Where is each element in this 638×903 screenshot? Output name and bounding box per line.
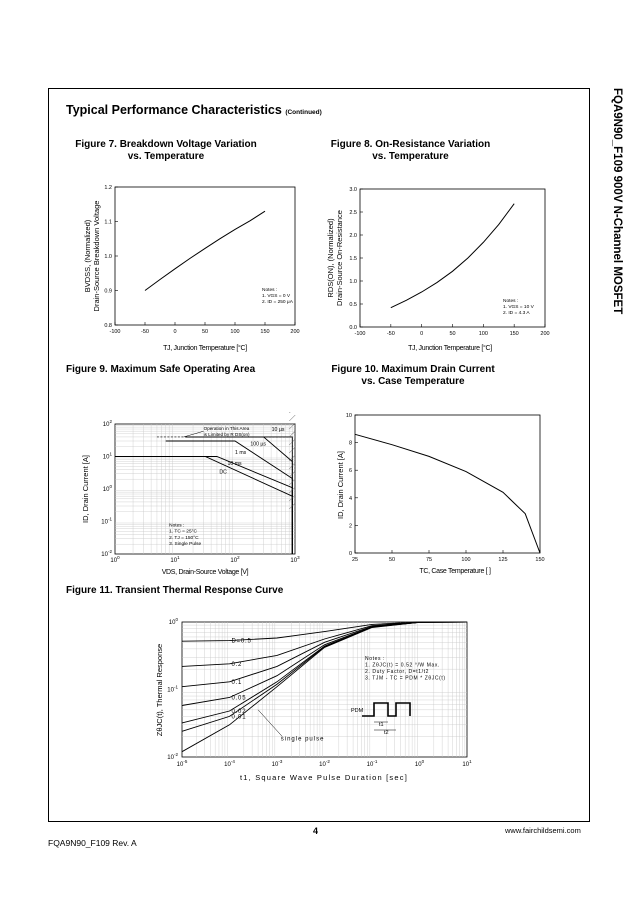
figure-8-title — [323, 139, 498, 163]
tick-group — [346, 413, 545, 563]
y-tick-label: 3.0 — [349, 187, 357, 193]
x-tick-label: $10^{-5}$ — [176, 759, 188, 768]
series-group — [355, 434, 540, 553]
y-tick-label: $10^0$ — [102, 484, 112, 493]
note-line: 1. VGS = 0 V — [262, 294, 291, 299]
x-tick-label: -100 — [109, 329, 121, 335]
pdm-label: PDM — [351, 708, 364, 714]
note-line: 1. VGS = 10 V — [503, 305, 534, 310]
series-line — [145, 211, 265, 290]
side-title-text: FQA9N90_F109 900V N-Channel MOSFET — [611, 88, 623, 315]
x-tick-label: $10^{-3}$ — [271, 759, 283, 768]
x-tick-label: 100 — [478, 331, 488, 337]
section-title-text: Typical Performance Characteristics — [66, 103, 282, 117]
pulse-waveform — [362, 703, 410, 716]
y-tick-label: 0.5 — [349, 302, 357, 308]
figure-7-chart — [70, 178, 310, 358]
figure-8-title-line1: Figure 8. On-Resistance Variation — [330, 139, 491, 150]
x-axis-label: TC, Case Temperature [ ] — [419, 568, 491, 575]
figure-10-title-line2: vs. Case Temperature — [361, 376, 465, 387]
grid-group — [115, 424, 295, 554]
y-tick-label: 2 — [348, 523, 352, 530]
note-line: Notes : — [169, 523, 185, 529]
x-tick-label: 25 — [351, 557, 359, 563]
annotation-arrow — [184, 431, 204, 437]
figure-11-chart — [150, 612, 475, 794]
figure-8-title-line2: vs. Temperature — [372, 151, 449, 162]
y-axis-label: ID, Drain Current [A] — [336, 451, 345, 519]
tick-group — [104, 185, 299, 335]
x-tick-label: 75 — [425, 557, 433, 563]
series-label: 100 µs — [250, 441, 267, 448]
figure-10-title — [323, 364, 503, 388]
x-axis-label: TJ, Junction Temperature [°C] — [408, 345, 492, 352]
section-title-suffix: (Continued) — [285, 109, 322, 116]
x-axis-label: TJ, Junction Temperature [°C] — [163, 345, 247, 352]
figure-10-title-line1: Figure 10. Maximum Drain Current — [331, 364, 495, 375]
y-tick-label: $10^2$ — [102, 419, 112, 428]
note-line: 2. Duty Factor, D=t1/t2 — [365, 669, 429, 675]
x-tick-label: 125 — [498, 557, 508, 563]
t1-label: t1 — [379, 722, 384, 728]
y-tick-label: 1.2 — [104, 185, 112, 191]
x-tick-label: $10^{-2}$ — [319, 759, 330, 768]
hatch-mark — [289, 412, 295, 413]
figure-7-title — [66, 139, 266, 163]
plot-area — [355, 415, 540, 553]
pulse-diagram — [351, 703, 410, 736]
y-tick-label: 6 — [348, 468, 352, 475]
series-label: 10 µs — [271, 427, 285, 434]
x-tick-label: -50 — [386, 331, 395, 337]
figure-8-chart — [325, 178, 565, 358]
y-tick-label: 0.9 — [104, 288, 112, 295]
website-link[interactable]: www.fairchildsemi.com — [505, 826, 581, 835]
y-tick-label: 4 — [348, 495, 352, 502]
x-tick-label: $10^2$ — [230, 555, 240, 564]
y-axis-label-line2: Drain-Source Breakdown Voltage — [92, 200, 101, 312]
note-line: 3. TJM - TC = PDM * ZθJC(t) — [365, 675, 446, 682]
series-label: DC — [219, 469, 227, 476]
figure-9-chart — [70, 412, 310, 582]
figure-9-title-line1: Figure 9. Maximum Safe Operating Area — [66, 364, 256, 375]
notes-group — [231, 639, 445, 743]
y-axis-label-line1: RDS(ON), (Normalized) — [326, 218, 335, 298]
y-tick-label: 0.0 — [349, 325, 357, 331]
y-tick-label: 1.5 — [349, 256, 357, 262]
note-line: Notes : — [503, 299, 519, 304]
t2-label: t2 — [384, 730, 389, 736]
y-tick-label: 1.0 — [349, 279, 357, 285]
figure-10-chart — [325, 405, 565, 580]
y-tick-label: 8 — [348, 440, 352, 447]
x-tick-label: 150 — [509, 331, 519, 337]
x-tick-label: 150 — [260, 329, 270, 335]
y-tick-label: 2.0 — [349, 233, 357, 239]
x-tick-label: 50 — [201, 329, 209, 335]
y-tick-label: $10^{-1}$ — [101, 516, 112, 526]
x-tick-label: $10^1$ — [170, 555, 180, 564]
note-line: 1. TC = 25°C — [169, 529, 198, 535]
series-label: 10 ms — [227, 460, 242, 467]
y-tick-label: 0 — [348, 551, 352, 557]
section-title — [66, 103, 322, 117]
figure-9-title — [66, 364, 255, 376]
series-group — [145, 211, 265, 290]
notes-group — [503, 298, 535, 316]
note-line: 2. ID = 4.3 A — [503, 311, 530, 316]
y-tick-label: $10^{-2}$ — [101, 549, 112, 558]
note-line: 2. TJ = 150°C — [169, 535, 199, 541]
figure-11-title — [66, 585, 283, 597]
x-tick-label: $10^{-1}$ — [366, 759, 378, 768]
x-tick-label: $10^1$ — [462, 759, 472, 768]
x-tick-label: 200 — [540, 331, 550, 337]
y-tick-label: 2.5 — [349, 210, 357, 216]
x-tick-label: 0 — [420, 331, 424, 337]
duty-label: 0.01 — [231, 714, 247, 721]
x-tick-label: $10^3$ — [290, 555, 300, 564]
x-tick-label: 100 — [461, 557, 471, 563]
annotation-line: Operation in This Area — [203, 426, 250, 431]
x-axis-label: t1, Square Wave Pulse Duration [sec] — [240, 773, 408, 782]
duty-label: D=0.5 — [231, 638, 252, 645]
y-tick-label: 1.1 — [104, 219, 112, 226]
y-tick-label: 10 — [345, 413, 352, 419]
side-title — [601, 88, 631, 388]
duty-label: 0.1 — [231, 679, 243, 686]
page-number: 4 — [313, 826, 319, 836]
x-tick-label: 50 — [449, 331, 456, 337]
y-tick-label: $10^0$ — [168, 617, 178, 626]
note-line: 2. ID = 250 μA — [262, 300, 293, 305]
annotation-line: is Limited by R DS(on) — [203, 432, 250, 437]
y-tick-label: $10^1$ — [102, 451, 112, 461]
duty-label: 0.2 — [231, 661, 243, 668]
x-tick-label: -100 — [354, 331, 366, 337]
single-pulse-pointer — [258, 710, 282, 737]
x-tick-label: 150 — [535, 557, 545, 563]
notes-group — [262, 287, 294, 305]
hatch-mark — [289, 415, 295, 421]
note-line: Notes : — [365, 656, 386, 662]
x-axis-label: VDS, Drain-Source Voltage [V] — [161, 569, 249, 576]
y-tick-label: $10^{-2}$ — [167, 752, 178, 761]
x-tick-label: $10^{-4}$ — [224, 759, 235, 768]
duty-label: 0.02 — [231, 709, 247, 716]
note-line: Notes : — [262, 288, 278, 293]
duty-label: 0.05 — [231, 695, 247, 702]
note-line: 1. ZθJC(t) = 0.52 °/W Max. — [365, 662, 440, 669]
figure-7-title-line2: vs. Temperature — [127, 151, 205, 162]
x-tick-label: $10^0$ — [414, 759, 425, 768]
y-axis-label: ZθJC(t), Thermal Response — [155, 643, 164, 737]
y-tick-label: 1.0 — [104, 254, 112, 260]
x-tick-label: 0 — [173, 329, 177, 335]
x-tick-label: -50 — [141, 329, 149, 335]
y-tick-label: 0.8 — [104, 323, 112, 329]
series-group — [391, 204, 514, 308]
notes-group — [169, 426, 285, 547]
note-line: 3. Single Pulse — [169, 542, 202, 548]
y-axis-label-line2: Drain-Source On-Resistance — [335, 210, 344, 306]
x-tick-label: 50 — [388, 557, 396, 563]
single-pulse-label: single pulse — [280, 736, 325, 743]
x-tick-label: $10^0$ — [110, 555, 120, 564]
series-line — [355, 434, 540, 553]
y-tick-label: $10^{-1}$ — [167, 684, 178, 694]
series-label: 1 ms — [235, 449, 247, 456]
y-axis-label: ID, Drain Current [A] — [81, 455, 90, 523]
figure-7-title-line1: Figure 7. Breakdown Voltage Variation — [75, 139, 257, 150]
figure-11-title-line1: Figure 11. Transient Thermal Response Curve — [66, 585, 284, 596]
document-revision: FQA9N90_F109 Rev. A — [48, 838, 137, 848]
y-axis-label-line1: BVDSS, (Normalized) — [83, 219, 92, 293]
series-line — [391, 204, 514, 308]
x-tick-label: 100 — [230, 329, 240, 335]
x-tick-label: 200 — [290, 329, 300, 335]
